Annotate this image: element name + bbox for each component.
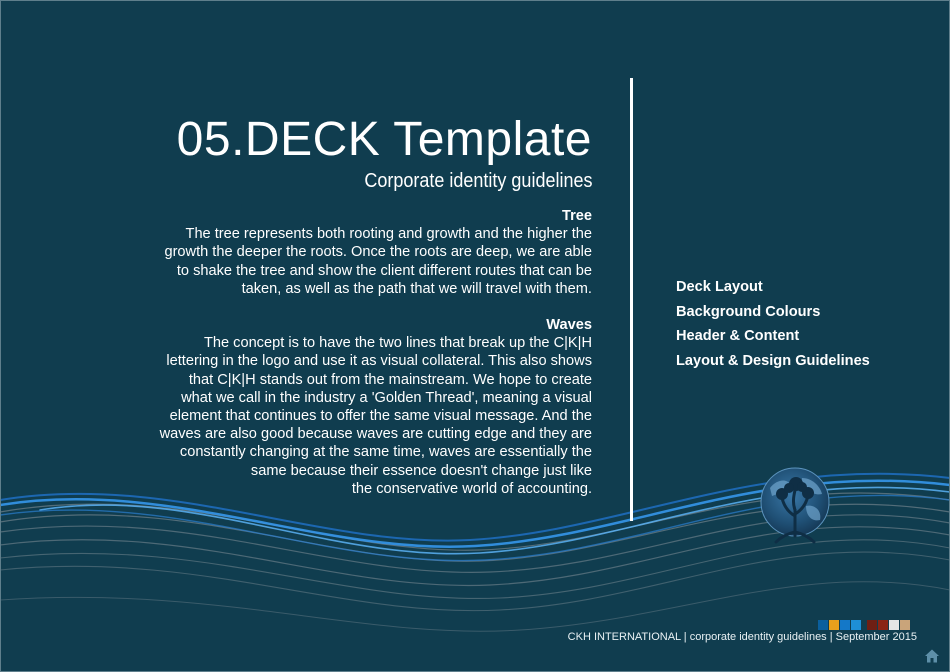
nav-item-layout-design-guidelines[interactable]: Layout & Design Guidelines (676, 352, 870, 369)
text-line: to shake the tree and show the client different routes that can be (176, 262, 592, 279)
swatch (851, 620, 861, 630)
text-line: the conservative world of accounting. (351, 480, 592, 497)
page-title: 05.DECK Template (176, 113, 592, 166)
swatch (900, 620, 910, 630)
swatch (878, 620, 888, 630)
text-line: same because their essence doesn't change just like (250, 462, 592, 479)
section-tree (110, 207, 592, 298)
nav-item-background-colours[interactable]: Background Colours (676, 303, 821, 320)
swatch (867, 620, 877, 630)
footer-text: CKH INTERNATIONAL | corporate identity guidelines | September 2015 (567, 631, 917, 643)
swatch (889, 620, 899, 630)
vertical-divider (630, 78, 633, 521)
nav-item-header-content[interactable]: Header & Content (676, 328, 800, 344)
text-line: The concept is to have the two lines that break up the C|K|H (203, 335, 592, 352)
text-line: that C|K|H stands out from the mainstream. We hope to create (188, 371, 592, 388)
section-heading: Tree (561, 208, 592, 224)
nav-item-deck-layout[interactable]: Deck Layout (676, 279, 763, 295)
swatch (829, 620, 839, 630)
swatch (818, 620, 828, 630)
text-line: element that continues to offer the same visual message. And the (169, 408, 592, 425)
content-text (110, 207, 592, 516)
text-line: lettering in the logo and use it as visual collateral. This also shows (166, 353, 592, 370)
section-heading: Waves (546, 317, 592, 334)
text-line: what we call in the industry a 'Golden Thread', meaning a visual (181, 389, 592, 406)
swatch (840, 620, 850, 630)
section-nav (676, 275, 870, 373)
text-line: taken, as well as the path that we will travel with them. (241, 280, 592, 297)
tree-globe-logo-icon (756, 466, 834, 544)
text-line: constantly changing at the same time, waves are essentially the (179, 444, 592, 461)
page-subtitle: Corporate identity guidelines (363, 170, 592, 192)
home-icon[interactable] (924, 648, 940, 664)
brand-colour-swatches (817, 620, 910, 630)
section-waves (110, 316, 592, 498)
text-line: waves are also good because waves are cutting edge and they are (159, 426, 592, 443)
text-line: The tree represents both rooting and growth and the higher the (185, 226, 592, 243)
text-line: growth the deeper the roots. Once the roots are deep, we are able (164, 244, 592, 261)
